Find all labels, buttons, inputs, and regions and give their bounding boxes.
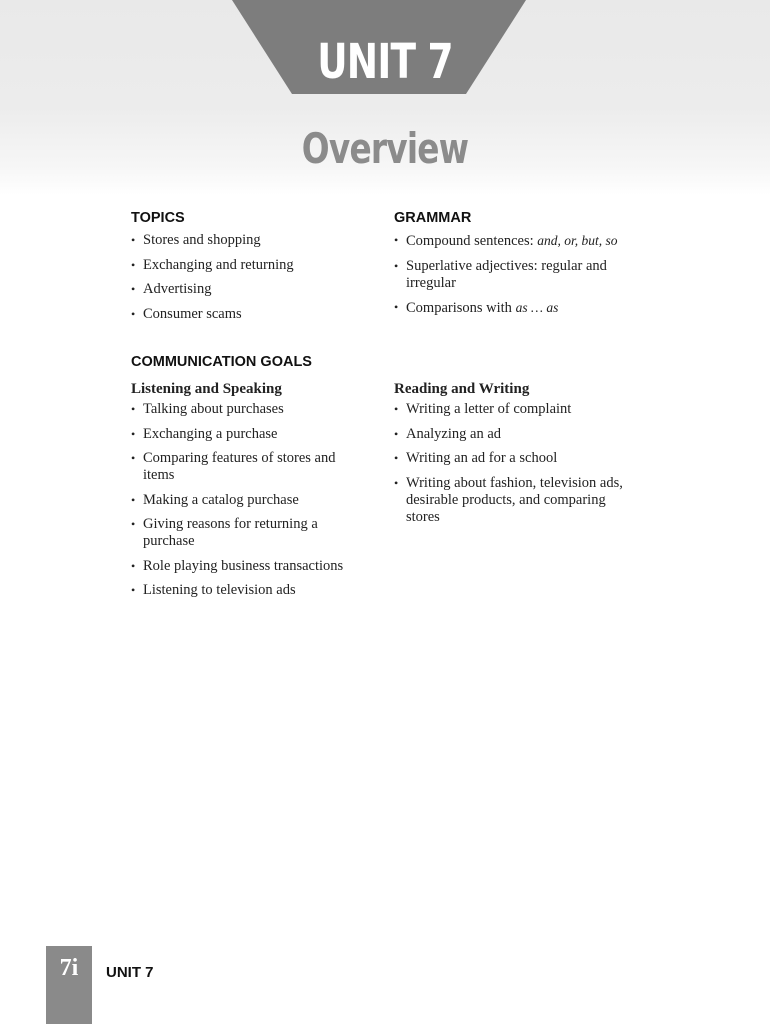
list-item: • Superlative adjectives: regular and irregular bbox=[394, 258, 644, 292]
list-item: • Consumer scams bbox=[131, 306, 386, 323]
list-item: • Giving reasons for returning a purchase bbox=[131, 516, 366, 550]
list-item: • Exchanging and returning bbox=[131, 257, 386, 274]
topics-list bbox=[131, 232, 386, 323]
list-item bbox=[394, 232, 644, 250]
list-item: • Talking about purchases bbox=[131, 401, 366, 418]
list-item: • Role playing business transactions bbox=[131, 558, 366, 575]
grammar-item-italic: as … as bbox=[515, 300, 559, 315]
reading-writing-section bbox=[394, 381, 629, 533]
list-item: • Analyzing an ad bbox=[394, 426, 629, 443]
reading-writing-list bbox=[394, 401, 629, 526]
listening-speaking-section bbox=[131, 381, 366, 607]
page-title: Overview bbox=[301, 124, 469, 173]
list-item: • Making a catalog purchase bbox=[131, 492, 366, 509]
grammar-heading: GRAMMAR bbox=[394, 210, 472, 226]
footer-unit-label: UNIT 7 bbox=[106, 964, 154, 981]
page-number: 7i bbox=[59, 955, 79, 981]
list-item: • Listening to television ads bbox=[131, 582, 366, 599]
grammar-item-text: Compound sentences: bbox=[406, 233, 538, 249]
listening-speaking-list bbox=[131, 401, 366, 599]
grammar-item-italic: and, or, but, so bbox=[537, 233, 618, 248]
topics-section bbox=[131, 210, 386, 330]
grammar-section bbox=[394, 210, 644, 325]
grammar-item-text: Comparisons with bbox=[406, 300, 516, 316]
list-item: • Writing a letter of complaint bbox=[394, 401, 629, 418]
list-item: • Writing an ad for a school bbox=[394, 450, 629, 467]
listening-speaking-heading: Listening and Speaking bbox=[131, 381, 282, 397]
list-item: • Stores and shopping bbox=[131, 232, 386, 249]
list-item: • Comparing features of stores and items bbox=[131, 450, 366, 484]
topics-heading: TOPICS bbox=[131, 210, 185, 226]
grammar-list bbox=[394, 232, 644, 317]
list-item: • Advertising bbox=[131, 281, 386, 298]
list-item bbox=[394, 299, 644, 317]
communication-goals-heading: COMMUNICATION GOALS bbox=[131, 354, 312, 370]
list-item: • Writing about fashion, television ads, desirable products, and comparing stores bbox=[394, 475, 629, 526]
unit-title: UNIT 7 bbox=[317, 34, 453, 90]
list-item: • Exchanging a purchase bbox=[131, 426, 366, 443]
reading-writing-heading: Reading and Writing bbox=[394, 381, 530, 397]
